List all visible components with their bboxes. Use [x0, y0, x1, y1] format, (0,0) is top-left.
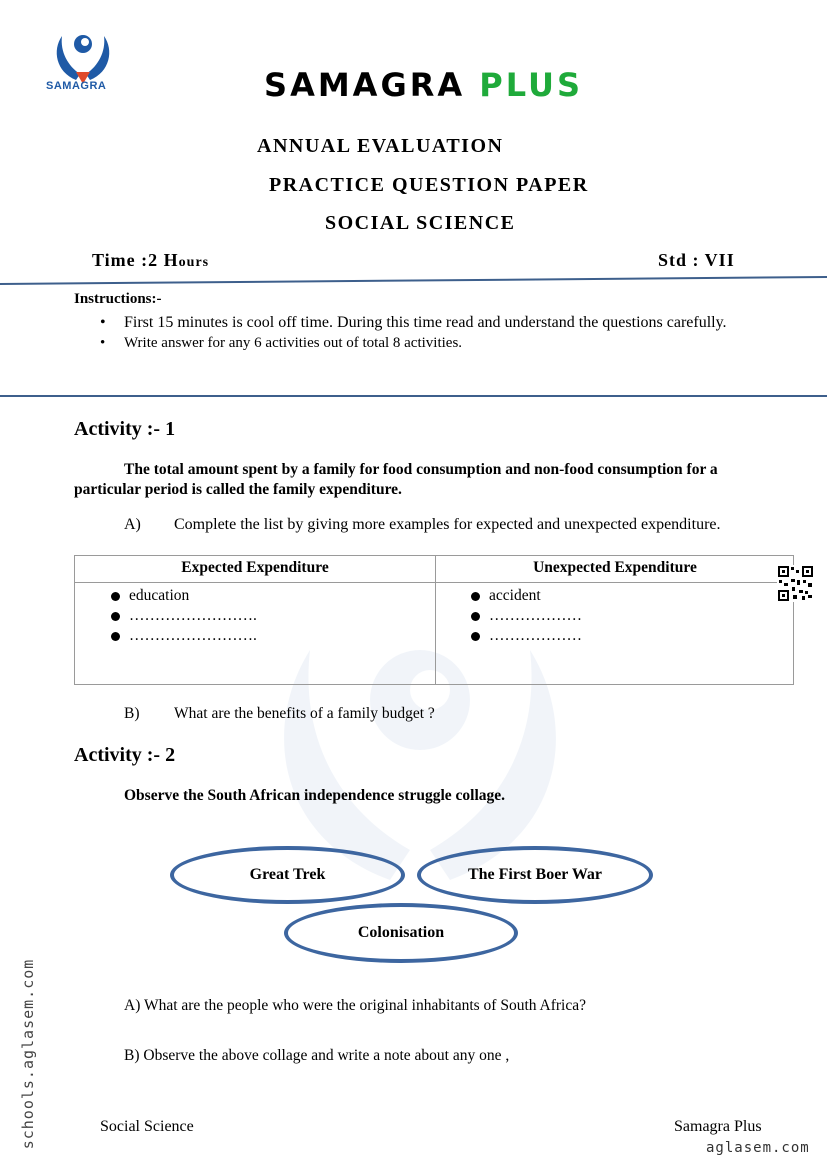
instructions-list [100, 313, 750, 353]
activity-2-title: Activity :- 2 [74, 744, 176, 766]
ellipse-label: The First Boer War [467, 866, 603, 883]
list-item: education [105, 586, 257, 606]
expected-list [105, 586, 257, 646]
time-prefix: Time :2 H [92, 250, 179, 270]
unexpected-list [465, 586, 582, 646]
table-header-unexpected: Unexpected Expenditure [533, 559, 697, 576]
activity-2-question-a: A) What are the people who were the original inhabitants of South Africa? [124, 997, 586, 1014]
activity-1-title: Activity :- 1 [74, 418, 176, 440]
ellipse-label: Colonisation [357, 924, 445, 941]
list-item: ……………… [465, 626, 582, 646]
paper-type: PRACTICE QUESTION PAPER [269, 174, 589, 196]
activity-1-question-b [124, 705, 435, 723]
table-header-expected: Expected Expenditure [181, 559, 329, 576]
ellipse-first-boer-war [417, 846, 653, 904]
logo-text: SAMAGRA [46, 80, 107, 92]
footer-url[interactable]: aglasem.com [706, 1140, 810, 1156]
question-label: A) [124, 516, 141, 533]
brand-main: SAMAGRA [264, 66, 466, 104]
activity-1-question-a [124, 516, 721, 534]
instructions-title: Instructions:- [74, 291, 162, 307]
instruction-item: • First 15 minutes is cool off time. During this time read and understand the questions carefully. [100, 313, 750, 333]
list-item: ……………………. [105, 626, 257, 646]
activity-2-question-b: B) Observe the above collage and write a note about any one , [124, 1047, 510, 1064]
time-suffix: ours [178, 255, 210, 270]
std-label: Std : VII [658, 250, 735, 270]
ellipse-colonisation [284, 903, 518, 963]
instructions-divider [0, 395, 827, 397]
ellipse-great-trek [170, 846, 405, 904]
expenditure-table [74, 555, 794, 685]
footer-subject: Social Science [100, 1118, 194, 1135]
side-url-text: schools.aglasem.com [19, 958, 37, 1150]
question-label: B) [124, 705, 140, 722]
subject-title: SOCIAL SCIENCE [325, 212, 516, 234]
instruction-item: • Write answer for any 6 activities out of total 8 activities. [100, 333, 750, 353]
brand-title [0, 66, 827, 104]
list-item: ……………………. [105, 606, 257, 626]
question-text: What are the benefits of a family budget ? [174, 705, 435, 722]
brand-accent: PLUS [479, 66, 583, 104]
time-label [92, 250, 209, 271]
activity-2-prompt: Observe the South African independence struggle collage. [124, 787, 506, 804]
table-header-divider [75, 582, 793, 583]
question-text: Complete the list by giving more examples for expected and unexpected expenditure. [174, 516, 721, 533]
footer-brand: Samagra Plus [674, 1118, 762, 1135]
side-watermark-url [8, 958, 38, 1160]
ellipse-label: Great Trek [249, 866, 326, 883]
header-divider [0, 274, 827, 286]
activity-1-paragraph: The total amount spent by a family for food consumption and non-food consumption for a particular period is called the family expenditure. [74, 461, 718, 498]
exam-type: ANNUAL EVALUATION [257, 135, 504, 157]
qr-code-icon[interactable] [777, 565, 814, 602]
list-item: accident [465, 586, 582, 606]
list-item: ……………… [465, 606, 582, 626]
